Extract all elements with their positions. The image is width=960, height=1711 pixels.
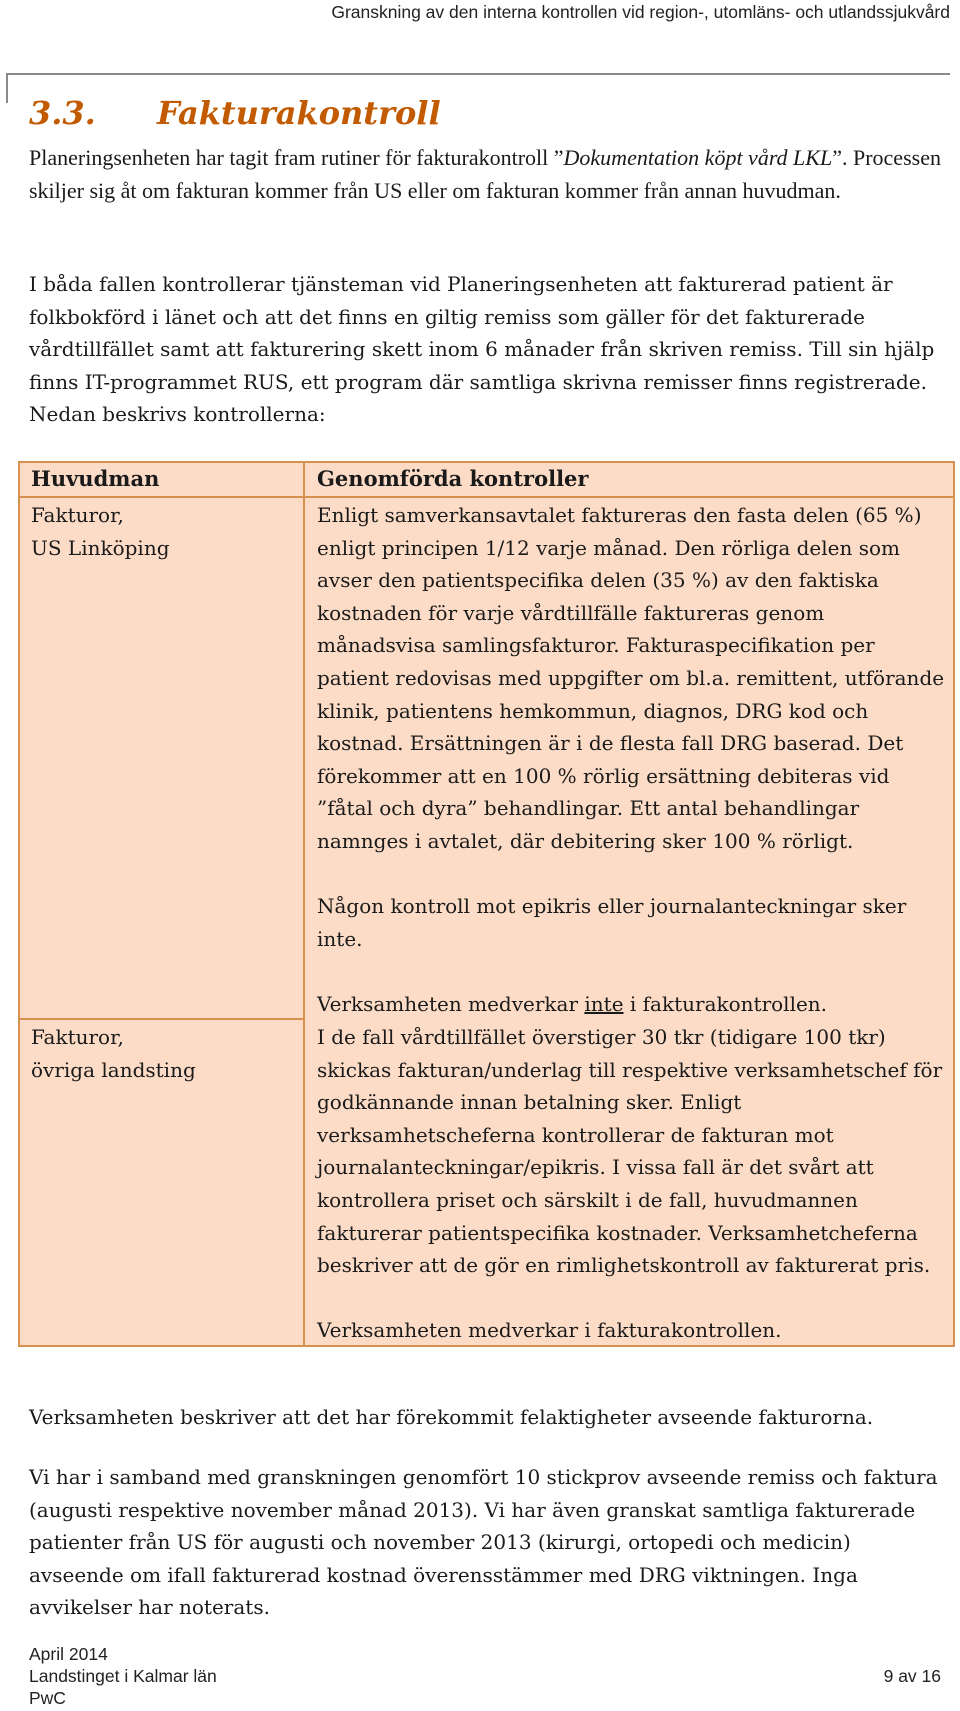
paragraph-samples: Vi har i samband med granskningen genomfört 10 stickprov avseende remiss och faktura (augusti respektive november månad 2013). Vi har även granskat samtliga fakturerade patienter från US för augusti och november 2013 (kirurgi, ortopedi och medicin) avseende om ifall fakturerad kostnad överensstämmer med DRG viktningen. Inga avvikelser har noterats.: [29, 1465, 938, 1620]
table-header-huvudman: Huvudman: [31, 466, 160, 491]
org-line: övriga landsting: [31, 1057, 196, 1082]
org-line: Fakturor,: [31, 503, 124, 527]
footer-page-number: 9 av 16: [883, 1666, 941, 1686]
section-heading: [29, 94, 441, 132]
table-header-kontroller: Genomförda kontroller: [317, 466, 589, 491]
page-footer: [29, 1643, 941, 1709]
table-row-1-org: [31, 499, 296, 564]
table-row-2-org: [31, 1021, 296, 1086]
controls-text-underlined: inte: [584, 991, 624, 1016]
table-row-2-controls: [317, 1021, 945, 1347]
controls-text: Någon kontroll mot epikris eller journalanteckningar sker inte.: [317, 894, 907, 951]
controls-text: I de fall vårdtillfället överstiger 30 tkr (tidigare 100 tkr) skickas fakturan/underlag till respektive verksamhetschef för godkännande innan betalning sker. Enligt verksamhetscheferna kontrollerar de fakturan mot journalanteckningar/epikris. I vissa fall är det svårt att kontrollera priset och särskilt i de fall, huvudmannen fakturerar patientspecifika kostnader. Verksamhetcheferna beskriver att de gör en rimlighetskontroll av fakturerat pris.: [317, 1025, 943, 1278]
header-rule: [6, 73, 950, 75]
table-header-divider: [20, 496, 953, 498]
controls-text: Verksamheten medverkar i fakturakontrollen.: [317, 1318, 782, 1343]
intro-text-1: Planeringsenheten har tagit fram rutiner för fakturakontroll ”: [29, 145, 564, 170]
org-line: Fakturor,: [31, 1025, 124, 1049]
footer-date: April 2014: [29, 1644, 108, 1664]
running-header: Granskning av den interna kontrollen vid region-, utomläns- och utlandssjukvård: [331, 2, 950, 22]
section-number: 3.3.: [29, 94, 96, 132]
intro-text-2: ”. Processen skiljer sig åt om fakturan kommer från US eller om fakturan kommer från annan huvudman.: [29, 145, 941, 203]
header-rule-tick: [6, 73, 8, 103]
table-row-divider: [20, 1018, 303, 1020]
footer-org: Landstinget i Kalmar län: [29, 1666, 217, 1686]
intro-doc-title: Dokumentation köpt vård LKL: [563, 145, 833, 170]
table-row-1-controls: [317, 499, 945, 1021]
org-line: US Linköping: [31, 535, 170, 560]
controls-table: [18, 461, 955, 1347]
footer-firm: PwC: [29, 1688, 66, 1708]
intro-paragraph: [29, 142, 949, 207]
paragraph-controls: I båda fallen kontrollerar tjänsteman vid Planeringsenheten att fakturerad patient är folkbokförd i länet och att det finns en giltig remiss som gäller för det fakturerade vårdtillfället samt att fakturering skett inom 6 månader från skriven remiss. Till sin hjälp finns IT-programmet RUS, ett program där samtliga skrivna remisser finns registrerade. Nedan beskrivs kontrollerna:: [29, 272, 935, 427]
table-column-divider: [303, 463, 305, 1345]
controls-text: Verksamheten medverkar: [317, 991, 585, 1016]
controls-text: i fakturakontrollen.: [623, 991, 828, 1016]
controls-text: Enligt samverkansavtalet faktureras den fasta delen (65 %) enligt principen 1/12 varje månad. Den rörliga delen som avser den patientspecifika delen (35 %) av den faktiska kostnaden för varje vårdtillfälle faktureras genom månadsvisa samlingsfakturor. Fakturaspecifikation per patient redovisas med uppgifter om bl.a. remittent, utförande klinik, patientens hemkommun, diagnos, DRG kod och kostnad. Ersättningen är i de flesta fall DRG baserad. Det förekommer att en 100 % rörlig ersättning debiteras vid ”fåtal och dyra” behandlingar. Ett antal behandlingar namnges i avtalet, där debitering sker 100 % rörligt.: [317, 503, 945, 853]
paragraph-errors: Verksamheten beskriver att det har förekommit felaktigheter avseende fakturorna.: [29, 1405, 874, 1429]
section-title: Fakturakontroll: [157, 94, 441, 132]
